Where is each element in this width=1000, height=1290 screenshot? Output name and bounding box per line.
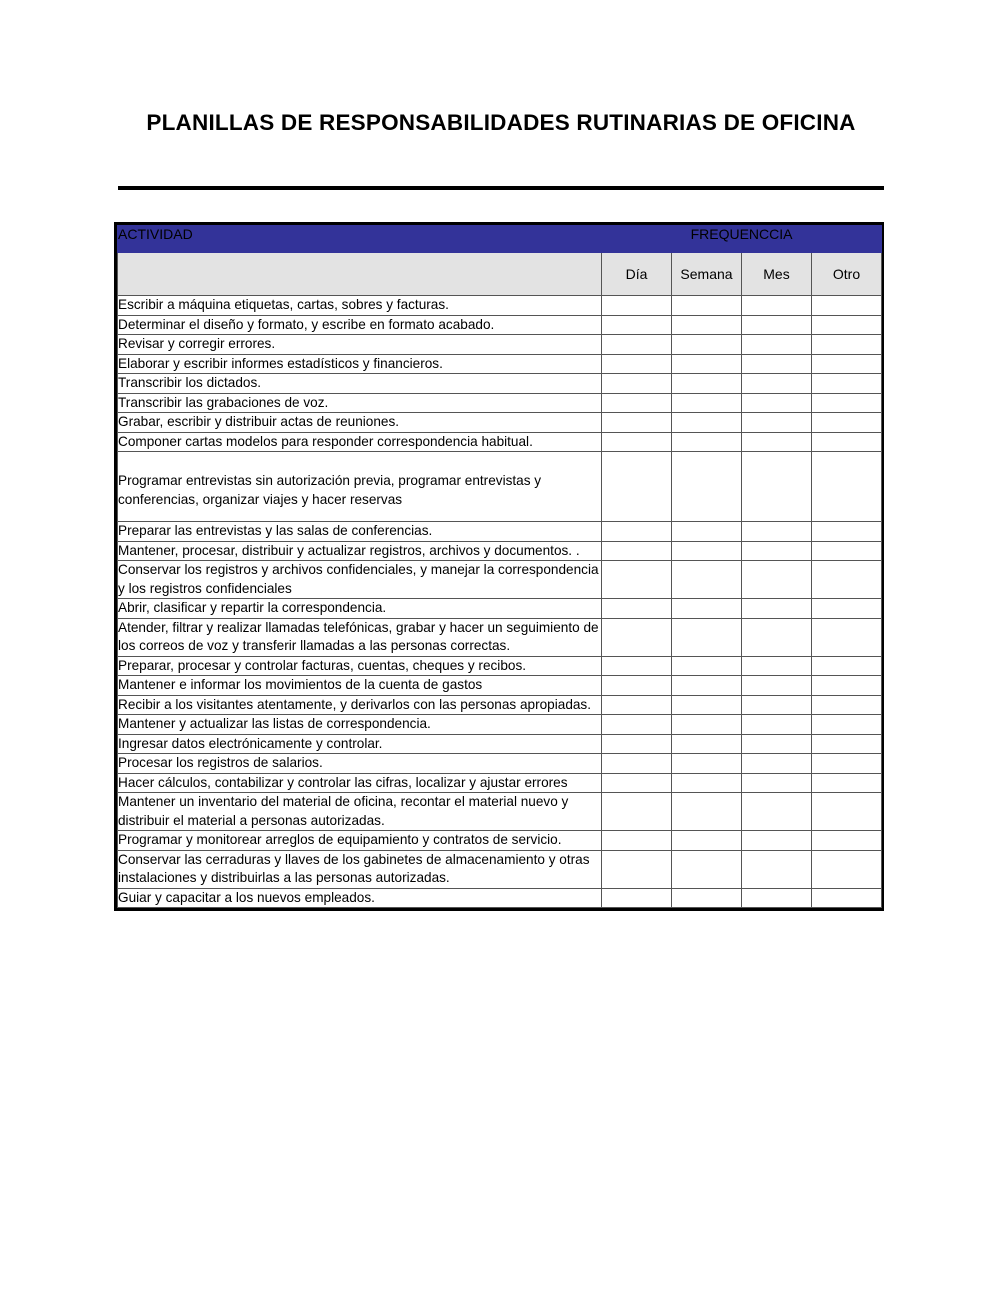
frequency-checkbox-semana[interactable]: [672, 676, 742, 696]
frequency-checkbox-dia[interactable]: [602, 734, 672, 754]
table-row: [118, 413, 882, 433]
frequency-checkbox-dia[interactable]: [602, 599, 672, 619]
frequency-checkbox-semana[interactable]: [672, 432, 742, 452]
table-row: [118, 432, 882, 452]
frequency-checkbox-semana[interactable]: [672, 522, 742, 542]
frequency-checkbox-otro[interactable]: [812, 618, 882, 656]
frequency-checkbox-dia[interactable]: [602, 850, 672, 888]
frequency-checkbox-dia[interactable]: [602, 315, 672, 335]
activity-cell: Ingresar datos electrónicamente y controlar.: [118, 734, 602, 754]
frequency-checkbox-otro[interactable]: [812, 773, 882, 793]
frequency-checkbox-mes[interactable]: [742, 618, 812, 656]
frequency-checkbox-dia[interactable]: [602, 754, 672, 774]
frequency-checkbox-dia[interactable]: [602, 695, 672, 715]
table-head: [118, 226, 882, 296]
frequency-checkbox-semana[interactable]: [672, 561, 742, 599]
frequency-checkbox-dia[interactable]: [602, 656, 672, 676]
table-row: [118, 734, 882, 754]
activity-cell: Preparar las entrevistas y las salas de conferencias.: [118, 522, 602, 542]
frequency-checkbox-dia[interactable]: [602, 452, 672, 522]
frequency-checkbox-semana[interactable]: [672, 335, 742, 355]
frequency-checkbox-semana[interactable]: [672, 413, 742, 433]
table-row: [118, 754, 882, 774]
frequency-checkbox-semana[interactable]: [672, 754, 742, 774]
title-block: [118, 108, 884, 138]
frequency-checkbox-dia[interactable]: [602, 715, 672, 735]
activity-cell: Componer cartas modelos para responder correspondencia habitual.: [118, 432, 602, 452]
frequency-checkbox-semana[interactable]: [672, 393, 742, 413]
frequency-checkbox-dia[interactable]: [602, 393, 672, 413]
frequency-checkbox-otro[interactable]: [812, 754, 882, 774]
activity-cell: Grabar, escribir y distribuir actas de reuniones.: [118, 413, 602, 433]
table-row: [118, 296, 882, 316]
frequency-checkbox-dia[interactable]: [602, 676, 672, 696]
frequency-checkbox-mes[interactable]: [742, 354, 812, 374]
frequency-checkbox-otro[interactable]: [812, 599, 882, 619]
frequency-checkbox-dia[interactable]: [602, 888, 672, 908]
activity-cell: Elaborar y escribir informes estadísticos y financieros.: [118, 354, 602, 374]
frequency-checkbox-mes[interactable]: [742, 754, 812, 774]
activity-cell: Transcribir las grabaciones de voz.: [118, 393, 602, 413]
table-row: [118, 374, 882, 394]
frequency-checkbox-dia[interactable]: [602, 793, 672, 831]
frequency-checkbox-semana[interactable]: [672, 354, 742, 374]
subheader-semana: Semana: [672, 253, 742, 296]
activity-cell: Conservar las cerraduras y llaves de los gabinetes de almacenamiento y otras instalaciones y distribuirlas a las personas autorizadas.: [118, 850, 602, 888]
frequency-checkbox-dia[interactable]: [602, 354, 672, 374]
frequency-checkbox-otro[interactable]: [812, 695, 882, 715]
frequency-checkbox-mes[interactable]: [742, 656, 812, 676]
activity-cell: Conservar los registros y archivos confidenciales, y manejar la correspondencia y los registros confidenciales: [118, 561, 602, 599]
table-row: [118, 354, 882, 374]
frequency-checkbox-semana[interactable]: [672, 773, 742, 793]
frequency-checkbox-mes[interactable]: [742, 561, 812, 599]
table-row: [118, 888, 882, 908]
frequency-checkbox-otro[interactable]: [812, 335, 882, 355]
frequency-checkbox-mes[interactable]: [742, 413, 812, 433]
activity-cell: Abrir, clasificar y repartir la correspondencia.: [118, 599, 602, 619]
activity-cell: Programar y monitorear arreglos de equipamiento y contratos de servicio.: [118, 831, 602, 851]
frequency-checkbox-semana[interactable]: [672, 850, 742, 888]
table-row: [118, 850, 882, 888]
activity-cell: Atender, filtrar y realizar llamadas telefónicas, grabar y hacer un seguimiento de los correos de voz y transferir llamadas a las personas correctas.: [118, 618, 602, 656]
frequency-checkbox-otro[interactable]: [812, 541, 882, 561]
frequency-checkbox-mes[interactable]: [742, 773, 812, 793]
frequency-checkbox-mes[interactable]: [742, 522, 812, 542]
frequency-checkbox-mes[interactable]: [742, 374, 812, 394]
frequency-checkbox-otro[interactable]: [812, 850, 882, 888]
activity-cell: Revisar y corregir errores.: [118, 335, 602, 355]
frequency-checkbox-otro[interactable]: [812, 374, 882, 394]
frequency-checkbox-dia[interactable]: [602, 335, 672, 355]
table-row: [118, 541, 882, 561]
activity-cell: Mantener y actualizar las listas de correspondencia.: [118, 715, 602, 735]
frequency-checkbox-mes[interactable]: [742, 393, 812, 413]
activity-cell: Preparar, procesar y controlar facturas, cuentas, cheques y recibos.: [118, 656, 602, 676]
frequency-checkbox-mes[interactable]: [742, 599, 812, 619]
activity-cell: Guiar y capacitar a los nuevos empleados.: [118, 888, 602, 908]
title-divider: [118, 186, 884, 190]
table-row: [118, 393, 882, 413]
table-header-row: [118, 226, 882, 253]
frequency-checkbox-semana[interactable]: [672, 831, 742, 851]
frequency-checkbox-otro[interactable]: [812, 354, 882, 374]
frequency-checkbox-semana[interactable]: [672, 656, 742, 676]
frequency-checkbox-mes[interactable]: [742, 793, 812, 831]
frequency-checkbox-otro[interactable]: [812, 888, 882, 908]
frequency-checkbox-mes[interactable]: [742, 734, 812, 754]
frequency-checkbox-mes[interactable]: [742, 831, 812, 851]
table-row: [118, 676, 882, 696]
frequency-checkbox-dia[interactable]: [602, 618, 672, 656]
activity-cell: Recibir a los visitantes atentamente, y derivarlos con las personas apropiadas.: [118, 695, 602, 715]
table-subheader-row: [118, 253, 882, 296]
frequency-checkbox-otro[interactable]: [812, 676, 882, 696]
frequency-checkbox-dia[interactable]: [602, 541, 672, 561]
frequency-checkbox-dia[interactable]: [602, 296, 672, 316]
frequency-checkbox-mes[interactable]: [742, 715, 812, 735]
activity-cell: Escribir a máquina etiquetas, cartas, sobres y facturas.: [118, 296, 602, 316]
frequency-checkbox-dia[interactable]: [602, 522, 672, 542]
responsibilities-table-container: [114, 222, 884, 911]
frequency-checkbox-dia[interactable]: [602, 831, 672, 851]
subheader-mes: Mes: [742, 253, 812, 296]
table-row: [118, 315, 882, 335]
frequency-checkbox-otro[interactable]: [812, 452, 882, 522]
frequency-checkbox-semana[interactable]: [672, 734, 742, 754]
page-title: PLANILLAS DE RESPONSABILIDADES RUTINARIAS DE OFICINA: [146, 110, 856, 135]
frequency-checkbox-mes[interactable]: [742, 695, 812, 715]
activity-cell: Determinar el diseño y formato, y escribe en formato acabado.: [118, 315, 602, 335]
frequency-checkbox-otro[interactable]: [812, 656, 882, 676]
column-header-activity: ACTIVIDAD: [118, 226, 602, 253]
table-row: [118, 695, 882, 715]
table-row: [118, 831, 882, 851]
frequency-checkbox-semana[interactable]: [672, 452, 742, 522]
frequency-checkbox-semana[interactable]: [672, 793, 742, 831]
frequency-checkbox-mes[interactable]: [742, 888, 812, 908]
frequency-checkbox-otro[interactable]: [812, 734, 882, 754]
frequency-checkbox-mes[interactable]: [742, 541, 812, 561]
activity-cell: Transcribir los dictados.: [118, 374, 602, 394]
frequency-checkbox-otro[interactable]: [812, 296, 882, 316]
frequency-checkbox-dia[interactable]: [602, 432, 672, 452]
activity-cell: Programar entrevistas sin autorización previa, programar entrevistas y conferencias, organizar viajes y hacer reservas: [118, 452, 602, 522]
responsibilities-table: [117, 225, 882, 908]
frequency-checkbox-semana[interactable]: [672, 715, 742, 735]
activity-cell: Mantener, procesar, distribuir y actualizar registros, archivos y documentos. .: [118, 541, 602, 561]
subheader-blank-cell: [118, 253, 602, 296]
frequency-checkbox-otro[interactable]: [812, 393, 882, 413]
frequency-checkbox-otro[interactable]: [812, 413, 882, 433]
frequency-checkbox-mes[interactable]: [742, 296, 812, 316]
frequency-checkbox-dia[interactable]: [602, 374, 672, 394]
activity-cell: Procesar los registros de salarios.: [118, 754, 602, 774]
frequency-checkbox-semana[interactable]: [672, 541, 742, 561]
activity-cell: Mantener un inventario del material de oficina, recontar el material nuevo y distribuir el material a personas autorizadas.: [118, 793, 602, 831]
frequency-checkbox-mes[interactable]: [742, 315, 812, 335]
frequency-checkbox-dia[interactable]: [602, 561, 672, 599]
frequency-checkbox-semana[interactable]: [672, 695, 742, 715]
table-row: [118, 793, 882, 831]
frequency-checkbox-semana[interactable]: [672, 315, 742, 335]
activity-cell: Hacer cálculos, contabilizar y controlar las cifras, localizar y ajustar errores: [118, 773, 602, 793]
frequency-checkbox-otro[interactable]: [812, 793, 882, 831]
frequency-checkbox-mes[interactable]: [742, 850, 812, 888]
subheader-otro: Otro: [812, 253, 882, 296]
table-row: [118, 599, 882, 619]
frequency-checkbox-mes[interactable]: [742, 452, 812, 522]
frequency-checkbox-dia[interactable]: [602, 413, 672, 433]
frequency-checkbox-otro[interactable]: [812, 715, 882, 735]
frequency-checkbox-otro[interactable]: [812, 561, 882, 599]
table-row: [118, 715, 882, 735]
frequency-checkbox-mes[interactable]: [742, 676, 812, 696]
table-body: [118, 296, 882, 908]
table-row: [118, 618, 882, 656]
frequency-checkbox-semana[interactable]: [672, 618, 742, 656]
table-row: [118, 773, 882, 793]
frequency-checkbox-mes[interactable]: [742, 335, 812, 355]
frequency-checkbox-semana[interactable]: [672, 296, 742, 316]
frequency-checkbox-otro[interactable]: [812, 432, 882, 452]
activity-cell: Mantener e informar los movimientos de la cuenta de gastos: [118, 676, 602, 696]
frequency-checkbox-semana[interactable]: [672, 374, 742, 394]
frequency-checkbox-mes[interactable]: [742, 432, 812, 452]
frequency-checkbox-otro[interactable]: [812, 831, 882, 851]
frequency-checkbox-dia[interactable]: [602, 773, 672, 793]
frequency-checkbox-otro[interactable]: [812, 522, 882, 542]
column-header-frequency: FREQUENCCIA: [602, 226, 882, 253]
frequency-checkbox-otro[interactable]: [812, 315, 882, 335]
table-row: [118, 335, 882, 355]
table-row: [118, 452, 882, 522]
table-row: [118, 656, 882, 676]
table-row: [118, 561, 882, 599]
subheader-dia: Día: [602, 253, 672, 296]
frequency-checkbox-semana[interactable]: [672, 599, 742, 619]
table-row: [118, 522, 882, 542]
frequency-checkbox-semana[interactable]: [672, 888, 742, 908]
